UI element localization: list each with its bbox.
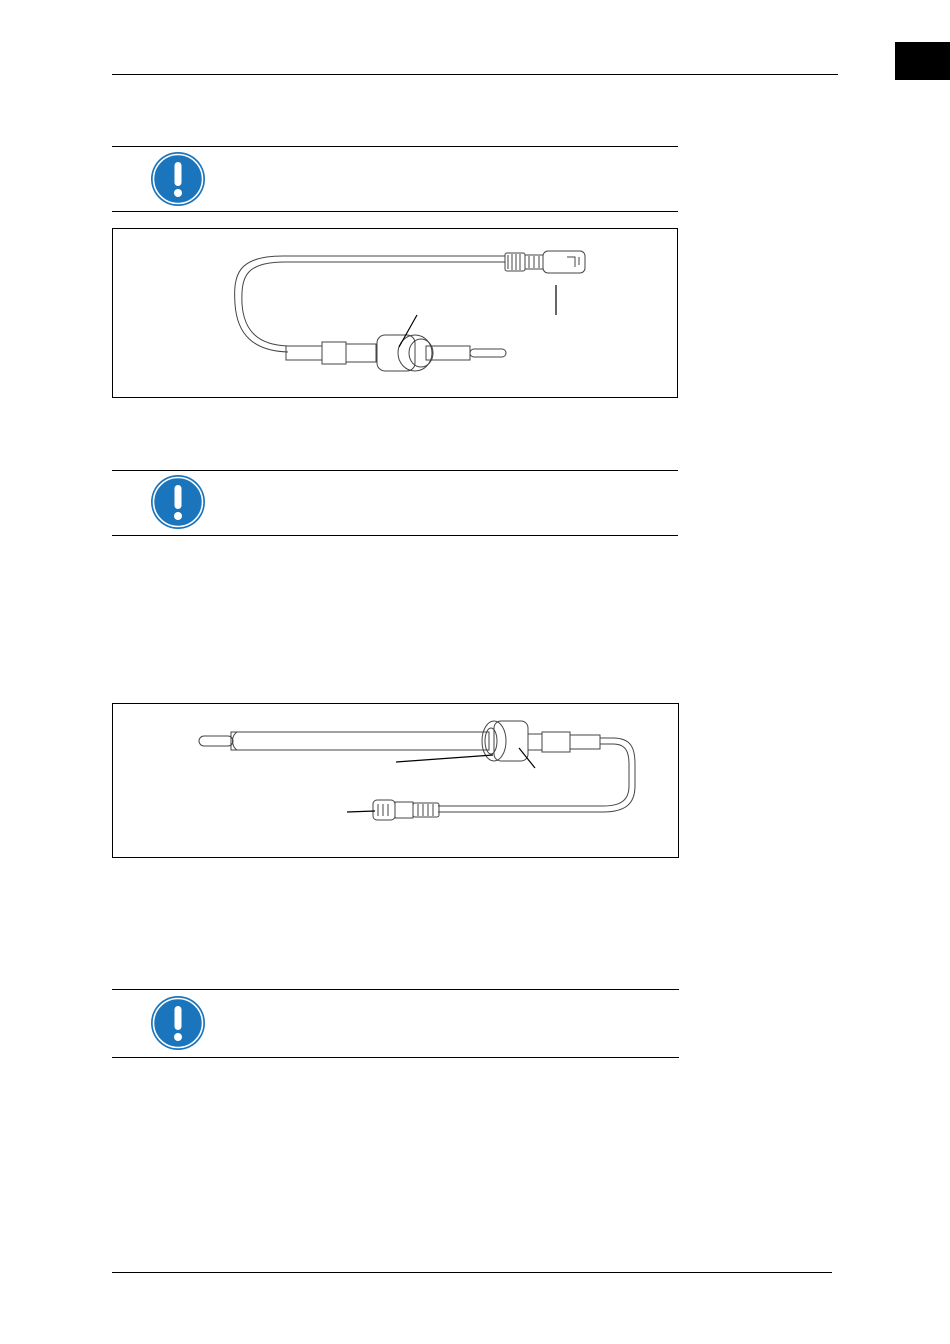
footer-rule xyxy=(112,1272,832,1273)
notice-2-bottom-rule xyxy=(112,535,678,536)
notice-1-bottom-rule xyxy=(112,211,678,212)
exclamation-icon xyxy=(150,474,206,530)
sensor-cable-illustration xyxy=(113,229,679,399)
exclamation-icon xyxy=(150,995,206,1051)
figure-1 xyxy=(112,228,678,398)
exclamation-icon xyxy=(150,151,206,207)
notice-3-bottom-rule xyxy=(112,1057,679,1058)
header-rule xyxy=(112,74,838,75)
notice-1-top-rule xyxy=(112,146,678,147)
section-tab-marker xyxy=(895,42,950,80)
notice-2-top-rule xyxy=(112,470,678,471)
figure-2 xyxy=(112,703,679,858)
notice-3-top-rule xyxy=(112,989,679,990)
long-probe-illustration xyxy=(113,704,680,859)
